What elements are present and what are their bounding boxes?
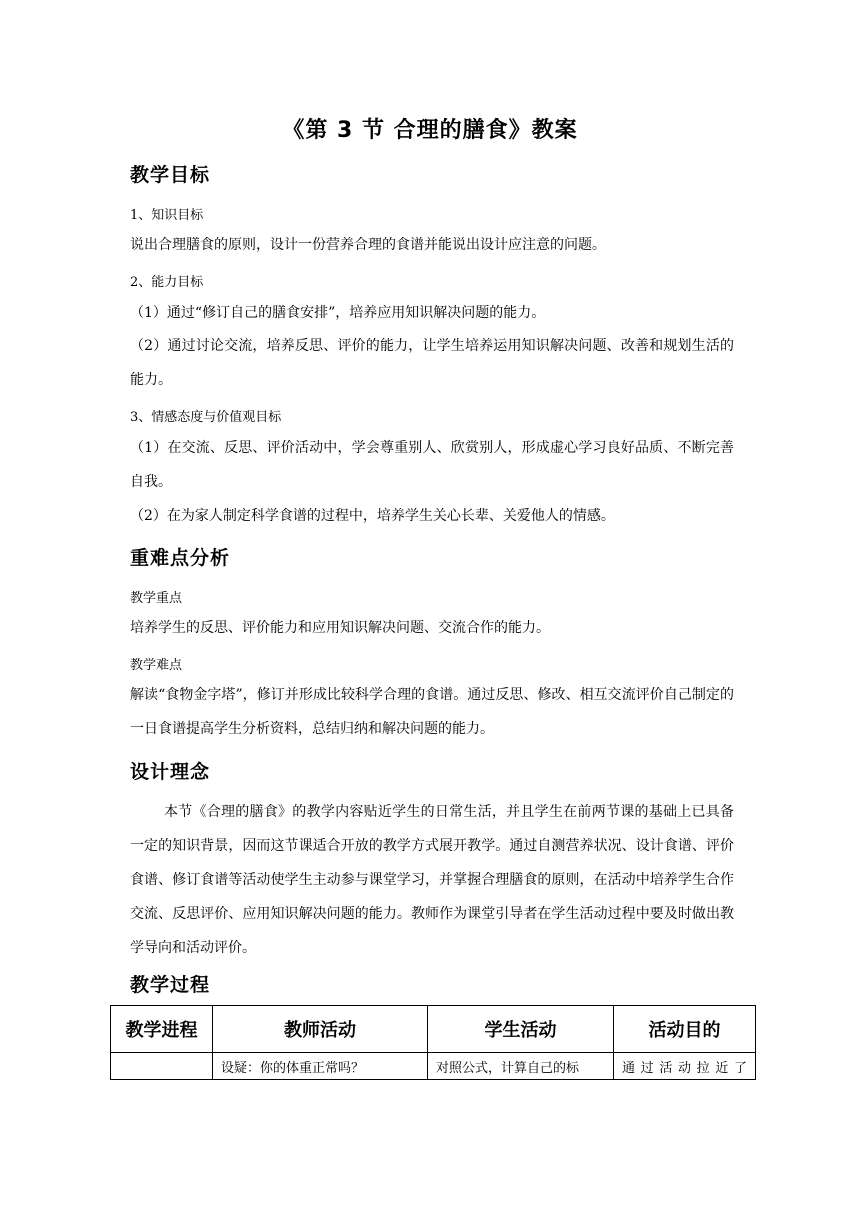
knowledge-goal-text: 说出合理膳食的原则，设计一份营养合理的食谱并能说出设计应注意的问题。: [130, 237, 606, 253]
teaching-process-table: [110, 1005, 756, 1080]
table-cell: [111, 1053, 213, 1080]
knowledge-goal-label: 1、知识目标: [130, 208, 204, 223]
column-header-progress: 教学进程: [111, 1006, 213, 1053]
emotion-goal-item-1: （1）在交流、反思、评价活动中，学会尊重别人、欣赏别人，形成虚心学习良好品质、不断完善自我。: [130, 440, 734, 490]
heading-teaching-goals: 教学目标: [130, 164, 211, 186]
ability-goal-item-1: （1）通过“修订自己的膳食安排”，培养应用知识解决问题的能力。: [130, 305, 546, 321]
column-header-student-activity: 学生活动: [428, 1006, 614, 1053]
column-header-purpose: 活动目的: [614, 1006, 756, 1053]
teaching-focus-label: 教学重点: [130, 591, 183, 606]
heading-design-concept: 设计理念: [130, 761, 211, 783]
ability-goal-item-2: （2）通过讨论交流，培养反思、评价的能力，让学生培养运用知识解决问题、改善和规划生活的能力。: [130, 338, 734, 388]
table-header-row: [111, 1006, 756, 1053]
teaching-focus-text: 培养学生的反思、评价能力和应用知识解决问题、交流合作的能力。: [130, 620, 550, 636]
table-row: [111, 1053, 756, 1080]
document-title: 《第 3 节 合理的膳食》教案: [282, 118, 578, 143]
teaching-difficulty-text: 解读“食物金字塔”，修订并形成比较科学合理的食谱。通过反思、修改、相互交流评价自己制定的一日食谱提高学生分析资料，总结归纳和解决问题的能力。: [130, 687, 734, 737]
heading-key-points: 重难点分析: [130, 547, 231, 569]
table-cell: 设疑：你的体重正常吗？: [213, 1053, 428, 1080]
table-cell: 通过活动拉近了: [614, 1053, 756, 1080]
column-header-teacher-activity: 教师活动: [213, 1006, 428, 1053]
ability-goal-label: 2、能力目标: [130, 275, 204, 290]
heading-teaching-process: 教学过程: [130, 974, 211, 996]
table-cell: 对照公式，计算自己的标: [428, 1053, 614, 1080]
design-concept-text: 本节《合理的膳食》的教学内容贴近学生的日常生活，并且学生在前两节课的基础上已具备一定的知识背景，因而这节课适合开放的教学方式展开教学。通过自测营养状况、设计食谱、评价食谱、修订食谱等活动使学生主动参与课堂学习，并掌握合理膳食的原则，在活动中培养学生合作交流、反思评价、应用知识解决问题的能力。教师作为课堂引导者在学生活动过程中要及时做出教学导向和活动评价。: [130, 804, 734, 956]
emotion-goal-label: 3、情感态度与价值观目标: [130, 410, 282, 425]
emotion-goal-item-2: （2）在为家人制定科学食谱的过程中，培养学生关心长辈、关爱他人的情感。: [130, 508, 615, 524]
teaching-difficulty-label: 教学难点: [130, 658, 183, 673]
